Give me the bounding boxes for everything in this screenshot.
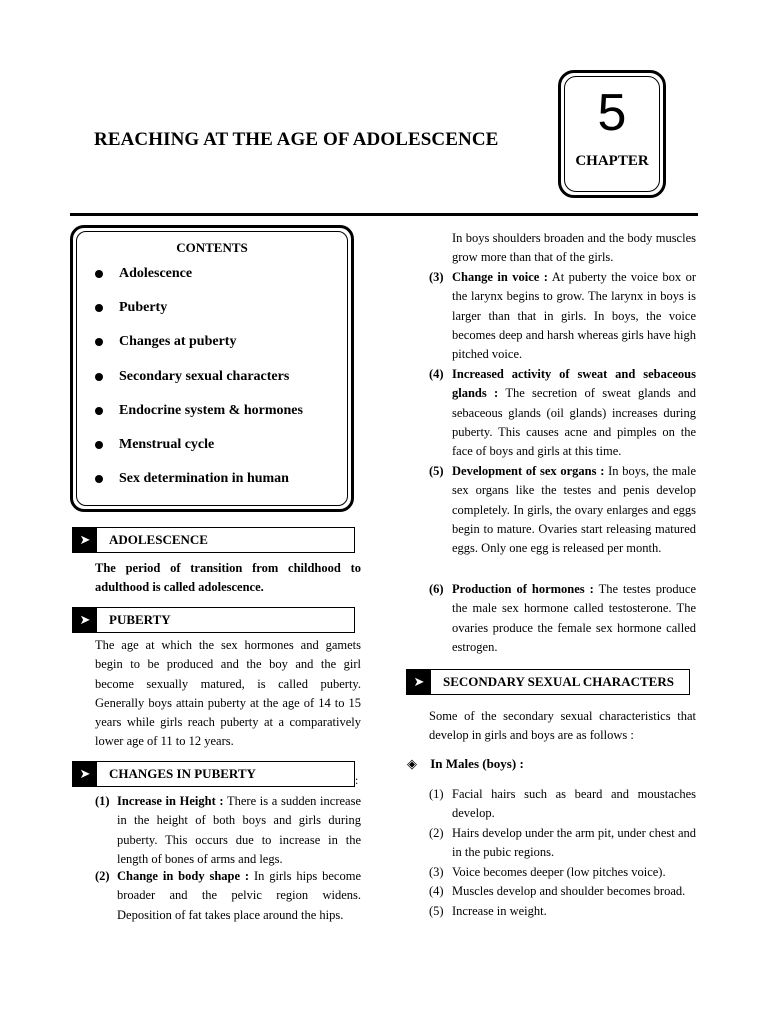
item-number: (4) — [429, 884, 444, 898]
item-text: Voice becomes deeper (low pitches voice). — [452, 865, 666, 879]
contents-item — [95, 334, 303, 368]
arrow-right-icon: ➤ — [73, 762, 97, 786]
change-item-voice — [429, 268, 696, 364]
contents-title: CONTENTS — [176, 240, 248, 255]
section-heading-label: SECONDARY SEXUAL CHARACTERS — [443, 674, 674, 689]
adolescence-definition: The period of transition from childhood to adulthood is called adolescence. — [95, 561, 361, 595]
contents-item — [95, 300, 303, 334]
males-subheading — [407, 756, 524, 772]
item-body — [452, 580, 696, 657]
item-number: (6) — [429, 582, 444, 596]
item-text: There is a sudden increase in the height of both boys and girls during puberty. This occurs due to increase in the length of bones of arms and legs. — [117, 794, 362, 866]
contents-item-label: Adolescence — [119, 266, 193, 281]
bullet-icon — [95, 373, 103, 381]
arrow-right-icon: ➤ — [73, 608, 97, 632]
male-trait-item — [429, 902, 696, 922]
contents-item — [95, 437, 303, 471]
bullet-icon — [95, 304, 103, 312]
stray-colon: : — [355, 773, 359, 787]
diamond-bullet-icon: ◈ — [407, 756, 417, 771]
male-trait-item — [429, 863, 696, 883]
changes-heading — [72, 761, 355, 787]
bullet-icon — [95, 407, 103, 415]
contents-box — [70, 225, 354, 512]
contents-item-label: Endocrine system & hormones — [119, 402, 303, 418]
item-number: (3) — [429, 270, 444, 284]
change-item-height — [95, 792, 361, 868]
item-number: (1) — [95, 794, 110, 808]
item-body — [452, 365, 696, 461]
change-item-sex-organs — [429, 462, 696, 580]
section-heading-label: ADOLESCENCE — [109, 532, 208, 547]
bullet-icon — [95, 338, 103, 346]
change-item-body-shape — [95, 867, 361, 925]
item-body — [117, 867, 361, 925]
item-number: (2) — [429, 826, 444, 840]
item-number: (4) — [429, 367, 444, 381]
body-shape-continuation: In boys shoulders broaden and the body muscles grow more than that of the girls. — [452, 231, 696, 265]
chapter-number: 5 — [597, 84, 627, 142]
puberty-heading — [72, 607, 355, 633]
item-lead: Production of hormones : — [452, 582, 594, 596]
puberty-definition: The age at which the sex hormones and gamets begin to be produced and the boy and the girl become sexually matured, is called puberty. Generally boys attain puberty at the age of 14 to 15 years while girls reach puberty at a comparatively lower age of 11 to 12 years. — [95, 638, 361, 749]
item-lead: Increase in Height : — [117, 794, 224, 808]
bullet-icon — [95, 441, 103, 449]
chapter-label: CHAPTER — [575, 153, 649, 169]
item-text: The secretion of sweat glands and sebaceous glands (oil glands) increases during puberty. This causes acne and pimples on the face of boys and girls at this time. — [452, 386, 696, 459]
contents-item-label: Sex determination in human — [119, 471, 289, 487]
contents-item — [95, 471, 303, 505]
item-lead: Change in body shape : — [117, 869, 250, 883]
item-number: (2) — [95, 869, 110, 883]
item-text: At puberty the voice box or the larynx begins to grow. The larynx in boys is larger than that in girls. In boys, the voice becomes deep and harsh whereas girls have high pitched voice. — [452, 270, 697, 362]
section-heading-label: CHANGES IN PUBERTY — [109, 766, 256, 781]
item-lead: Development of sex organs : — [452, 464, 605, 478]
contents-item-label: Puberty — [119, 300, 168, 316]
adolescence-heading — [72, 527, 355, 553]
bullet-icon — [95, 475, 103, 483]
item-number: (5) — [429, 904, 444, 918]
contents-item — [95, 403, 303, 437]
secondary-characters-heading — [406, 669, 690, 695]
change-item-hormones — [429, 580, 696, 658]
item-text: The testes produce the male sex hormone called testosterone. The ovaries produce the female sex hormone called estrogen. — [452, 582, 696, 654]
male-trait-item — [429, 785, 696, 825]
item-text: Hairs develop under the arm pit, under chest and in the pubic regions. — [452, 826, 696, 860]
bullet-icon — [95, 270, 103, 278]
item-text: In boys, the male sex organs like the testes and penis develop completely. In girls, the ovary enlarges and eggs begin to mature. Ovaries start releasing matured eggs. Only one egg is released per month. — [452, 464, 696, 556]
item-text: Increase in weight. — [452, 904, 547, 918]
contents-item — [95, 266, 303, 300]
item-number: (5) — [429, 464, 444, 478]
item-body — [117, 792, 361, 869]
item-number: (3) — [429, 865, 444, 879]
contents-item — [95, 369, 303, 403]
item-body — [452, 462, 696, 558]
secondary-intro: Some of the secondary sexual characteristics that develop in girls and boys are as follows : — [429, 709, 696, 743]
change-item-sweat-glands — [429, 365, 696, 461]
section-heading-label: PUBERTY — [109, 612, 171, 627]
page-title: REACHING AT THE AGE OF ADOLESCENCE — [94, 129, 499, 150]
contents-item-label: Changes at puberty — [119, 334, 237, 350]
contents-item-label: Menstrual cycle — [119, 436, 215, 452]
contents-list — [95, 266, 303, 505]
contents-item-label: Secondary sexual characters — [119, 368, 290, 384]
item-lead: Change in voice : — [452, 270, 548, 284]
male-trait-item — [429, 824, 696, 864]
arrow-right-icon: ➤ — [73, 528, 97, 552]
item-number: (1) — [429, 787, 444, 801]
male-trait-item — [429, 882, 696, 902]
item-text: Facial hairs such as beard and moustaches develop. — [452, 787, 696, 821]
item-body — [452, 268, 696, 364]
item-lead: Increased activity of sweat and sebaceous glands : — [452, 367, 696, 401]
chapter-badge — [558, 70, 666, 198]
header-divider — [70, 213, 698, 216]
item-text: Muscles develop and shoulder becomes broad. — [452, 884, 686, 898]
males-label: In Males (boys) : — [430, 756, 524, 771]
arrow-right-icon: ➤ — [407, 670, 431, 694]
item-text: In girls hips become broader and the pelvic region widens. Deposition of fat takes place around the hips. — [117, 869, 361, 922]
